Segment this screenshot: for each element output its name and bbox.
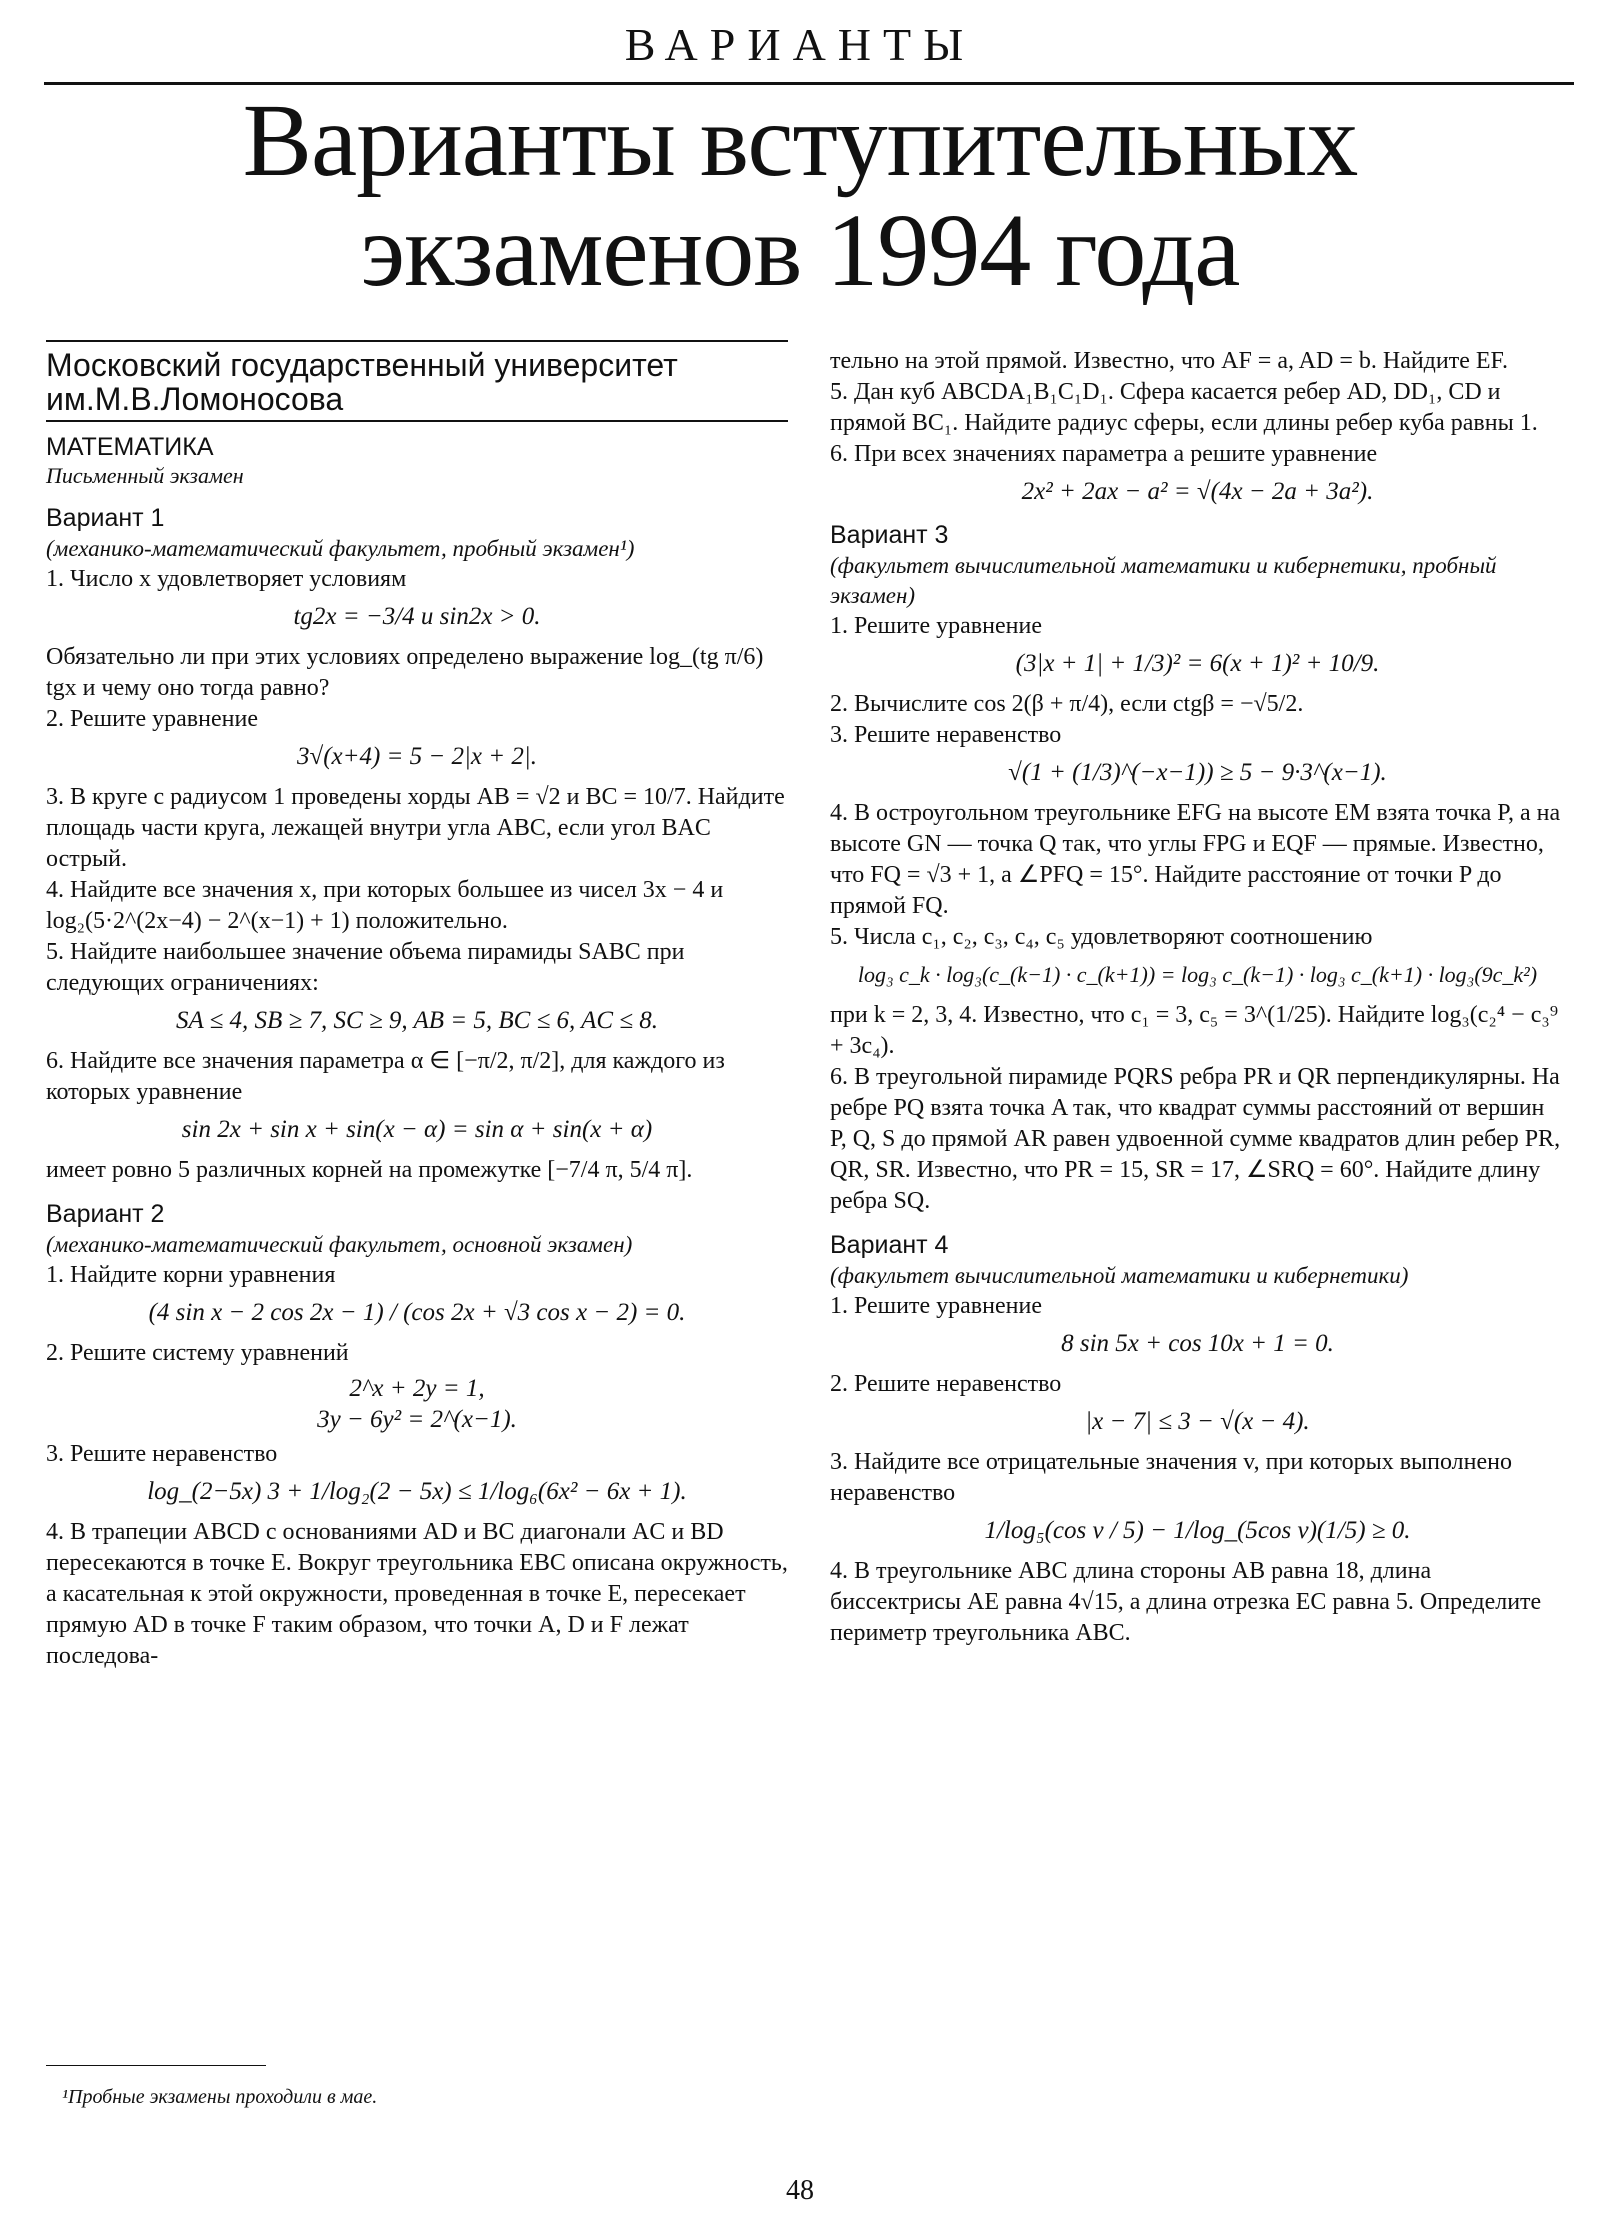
v2-formula-2a: 2^x + 2y = 1, [349, 1375, 485, 1402]
footnote-rule [46, 2065, 266, 2066]
v3-formula-1: (3|x + 1| + 1/3)² = 6(x + 1)² + 10/9. [1015, 650, 1380, 677]
v1-problem-1: 1. Число x удовлетворяет условиям [46, 566, 407, 592]
v2-problem-3: 3. Решите неравенство [46, 1441, 278, 1467]
v2-formula-2 [46, 1373, 788, 1435]
v1-formula-2: 3√(x+4) = 5 − 2|x + 2|. [296, 743, 538, 770]
v3-problem-5-cont: при k = 2, 3, 4. Известно, что c₁ = 3, c₅ = 3^(1/25). Найдите log₃(c₂⁴ − c₃⁹ + 3c₄). [830, 1002, 1559, 1059]
variant-4-title: Вариант 4 [830, 1231, 949, 1259]
v1-formula-6: sin 2x + sin x + sin(x − α) = sin α + sin(x + α) [181, 1116, 653, 1143]
variant-4-faculty: (факультет вычислительной математики и кибернетики) [830, 1263, 1409, 1288]
v2-formula-3: log_(2−5x) 3 + 1/log₂(2 − 5x) ≤ 1/log₆(6x² − 6x + 1). [147, 1478, 687, 1505]
subject-heading: МАТЕМАТИКА [46, 433, 214, 461]
variant-1-title: Вариант 1 [46, 504, 165, 532]
v2-problem-1: 1. Найдите корни уравнения [46, 1262, 336, 1288]
v4-problem-4: 4. В треугольнике ABC длина стороны AB равна 18, длина биссектрисы AE равна 4√15, а длина отрезка EC равна 5. Определите периметр треугольника ABC. [830, 1558, 1542, 1646]
v4-formula-2: |x − 7| ≤ 3 − √(x − 4). [1085, 1408, 1310, 1435]
v1-formula-5: SA ≤ 4, SB ≥ 7, SC ≥ 9, AB = 5, BC ≤ 6, AC ≤ 8. [175, 1007, 659, 1034]
v2-formula-1: (4 sin x − 2 cos 2x − 1) / (cos 2x + √3 cos x − 2) = 0. [148, 1299, 686, 1326]
v1-formula-1: tg2x = −3/4 и sin2x > 0. [293, 603, 541, 630]
variant-3-faculty: (факультет вычислительной математики и кибернетики, пробный экзамен) [830, 553, 1497, 608]
footnote: ¹Пробные экзамены проходили в мае. [62, 2086, 378, 2108]
v1-problem-5: 5. Найдите наибольшее значение объема пирамиды SABC при следующих ограничениях: [46, 939, 685, 996]
university-heading: Московский государственный университет им.М.В.Ломоносова [46, 340, 788, 422]
v2-formula-2b: 3y − 6y² = 2^(x−1). [317, 1406, 517, 1433]
v4-formula-1: 8 sin 5x + cos 10x + 1 = 0. [1061, 1330, 1334, 1357]
right-column [830, 346, 1565, 1649]
page-number: 48 [786, 2175, 814, 2206]
variant-1-faculty: (механико-математический факультет, пробный экзамен¹) [46, 536, 635, 561]
v1-problem-2: 2. Решите уравнение [46, 706, 258, 732]
section-title: ВАРИАНТЫ [624, 19, 976, 70]
v3-formula-5: log₃ c_k · log₃(c_(k−1) · c_(k+1)) = log₃ c_(k−1) · log₃ c_(k+1) · log₃(9c_k²) [857, 962, 1538, 987]
variant-2-title: Вариант 2 [46, 1200, 165, 1228]
variant-3-title: Вариант 3 [830, 521, 949, 549]
variant-2-faculty: (механико-математический факультет, основной экзамен) [46, 1232, 633, 1257]
v2-problem-5: 5. Дан куб ABCDA₁B₁C₁D₁. Сфера касается ребер AD, DD₁, CD и прямой BC₁. Найдите радиус сферы, если длины ребер куба равны 1. [830, 379, 1538, 436]
subject-subheading: Письменный экзамен [46, 463, 244, 488]
v4-problem-3: 3. Найдите все отрицательные значения v, при которых выполнено неравенство [830, 1449, 1512, 1506]
v2-problem-2: 2. Решите систему уравнений [46, 1340, 349, 1366]
v3-problem-5: 5. Числа c₁, c₂, c₃, c₄, c₅ удовлетворяют соотношению [830, 924, 1373, 950]
v1-problem-3: 3. В круге с радиусом 1 проведены хорды AB = √2 и BC = 10/7. Найдите площадь части круга, лежащей внутри угла ABC, если угол BAC острый. [46, 784, 785, 872]
v3-problem-2: 2. Вычислите cos 2(β + π/4), если ctgβ = −√5/2. [830, 691, 1304, 717]
v4-problem-2: 2. Решите неравенство [830, 1371, 1062, 1397]
v2-problem-4: 4. В трапеции ABCD с основаниями AD и BC диагонали AC и BD пересекаются в точке E. Вокруг треугольника EBC описана окружность, а касательная к этой окружности, проведенная в точке E, пересекает прямую AD в точке F таким образом, что точки A, D и F лежат последова- [46, 1519, 788, 1669]
page-title [0, 83, 1600, 308]
v3-problem-1: 1. Решите уравнение [830, 613, 1042, 639]
v2-problem-4-cont: тельно на этой прямой. Известно, что AF = a, AD = b. Найдите EF. [830, 348, 1508, 374]
page-title-line2: экзаменов 1994 года [360, 193, 1240, 308]
page-title-line1: Варианты вступительных [242, 83, 1358, 198]
v1-problem-1-cont: Обязательно ли при этих условиях определено выражение log_(tg π/6) tgx и чему оно тогда равно? [46, 644, 764, 701]
v1-problem-6: 6. Найдите все значения параметра α ∈ [−π/2, π/2], для каждого из которых уравнение [46, 1048, 725, 1105]
v3-problem-6: 6. В треугольной пирамиде PQRS ребра PR и QR перпендикулярны. На ребре PQ взята точка A так, что квадрат суммы расстояний от вершин P, Q, S до прямой AR равен удвоенной сумме квадратов длин ребер PR, QR, SR. Известно, что PR = 15, SR = 17, ∠SRQ = 60°. Найдите длину ребра SQ. [830, 1064, 1561, 1214]
v1-problem-6-cont: имеет ровно 5 различных корней на промежутке [−7/4 π, 5/4 π]. [46, 1157, 693, 1183]
v1-problem-4: 4. Найдите все значения x, при которых большее из чисел 3x − 4 и log₂(5·2^(2x−4) − 2^(x−1) + 1) положительно. [46, 877, 724, 934]
v2-formula-6: 2x² + 2ax − a² = √(4x − 2a + 3a²). [1021, 478, 1374, 505]
v4-formula-3: 1/log₅(cos v / 5) − 1/log_(5cos v)(1/5) ≥ 0. [984, 1517, 1411, 1544]
v3-formula-3: √(1 + (1/3)^(−x−1)) ≥ 5 − 9·3^(x−1). [1008, 759, 1387, 786]
left-column [46, 340, 788, 1672]
v3-problem-4: 4. В остроугольном треугольнике EFG на высоте EM взята точка P, а на высоте GN — точка Q так, что углы FPG и EQF — прямые. Известно, что FQ = √3 + 1, а ∠PFQ = 15°. Найдите расстояние от точки P до прямой FQ. [830, 800, 1561, 919]
v4-problem-1: 1. Решите уравнение [830, 1293, 1042, 1319]
v2-problem-6: 6. При всех значениях параметра a решите уравнение [830, 441, 1378, 467]
v3-problem-3: 3. Решите неравенство [830, 722, 1062, 748]
